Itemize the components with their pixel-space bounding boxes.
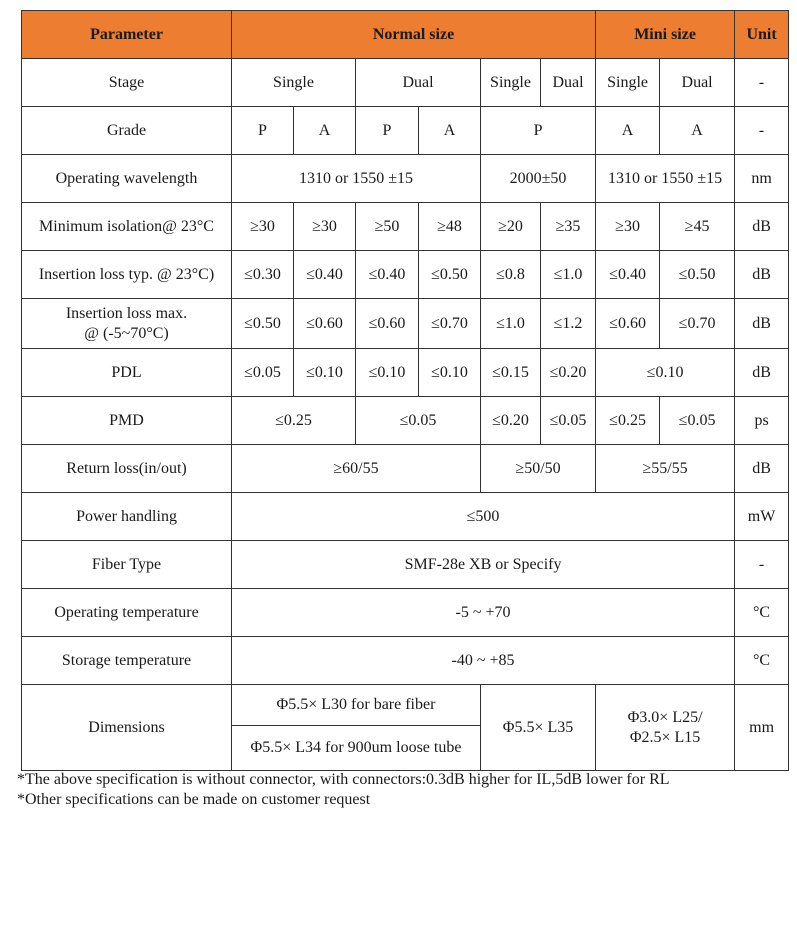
cell: ≤0.10 [419, 349, 481, 397]
row-label: Power handling [22, 493, 232, 541]
row-label: Dimensions [22, 685, 232, 771]
cell: ≤0.05 [232, 349, 294, 397]
cell: ≤0.40 [294, 251, 356, 299]
row-isolation [22, 203, 789, 251]
row-label: Fiber Type [22, 541, 232, 589]
cell: ≤500 [232, 493, 735, 541]
cell: A [596, 107, 660, 155]
cell: ≥30 [232, 203, 294, 251]
cell: SMF-28e XB or Specify [232, 541, 735, 589]
cell: Single [481, 59, 541, 107]
unit-cell: ps [735, 397, 789, 445]
dimension-line-2: Φ2.5× L15 [629, 728, 701, 746]
row-storage-temperature [22, 637, 789, 685]
cell: ≤1.2 [541, 299, 596, 349]
header-unit: Unit [735, 11, 789, 59]
row-pmd [22, 397, 789, 445]
cell: ≥30 [596, 203, 660, 251]
cell: ≤0.50 [660, 251, 735, 299]
cell: ≥48 [419, 203, 481, 251]
cell: ≤0.20 [541, 349, 596, 397]
cell: A [660, 107, 735, 155]
cell: 1310 or 1550 ±15 [596, 155, 735, 203]
cell: P [481, 107, 596, 155]
unit-cell: dB [735, 349, 789, 397]
cell [596, 685, 735, 771]
row-insertion-loss-typ [22, 251, 789, 299]
cell: A [419, 107, 481, 155]
cell: A [294, 107, 356, 155]
cell: ≤0.70 [660, 299, 735, 349]
row-grade [22, 107, 789, 155]
unit-cell: dB [735, 445, 789, 493]
row-power-handling [22, 493, 789, 541]
row-label-line-1: Insertion loss max. [65, 304, 188, 322]
specification-table [21, 10, 789, 771]
row-label: Insertion loss typ. @ 23°C) [22, 251, 232, 299]
cell: ≤0.25 [232, 397, 356, 445]
cell: ≤0.10 [356, 349, 419, 397]
cell: Dual [356, 59, 481, 107]
cell: ≥45 [660, 203, 735, 251]
cell: ≤0.60 [294, 299, 356, 349]
dimension-line-1: Φ3.0× L25/ [627, 708, 703, 726]
unit-cell: dB [735, 299, 789, 349]
cell: Dual [660, 59, 735, 107]
cell: Dual [541, 59, 596, 107]
unit-cell: °C [735, 589, 789, 637]
row-label: Grade [22, 107, 232, 155]
footnotes [17, 770, 670, 810]
cell: ≤0.60 [596, 299, 660, 349]
footnote-custom: *Other specifications can be made on customer request [17, 791, 371, 808]
row-label: Operating temperature [22, 589, 232, 637]
cell: Φ5.5× L30 for bare fiber [232, 685, 481, 726]
cell: ≥35 [541, 203, 596, 251]
unit-cell: mW [735, 493, 789, 541]
row-label: Stage [22, 59, 232, 107]
cell: Single [596, 59, 660, 107]
row-label: PMD [22, 397, 232, 445]
cell: ≤0.05 [356, 397, 481, 445]
footnote-connector: *The above specification is without connector, with connectors:0.3dB higher for IL,5dB lower for RL [17, 771, 670, 788]
row-operating-temperature [22, 589, 789, 637]
cell: ≤0.70 [419, 299, 481, 349]
unit-cell: - [735, 541, 789, 589]
cell: ≤0.8 [481, 251, 541, 299]
row-insertion-loss-max [22, 299, 789, 349]
cell: P [232, 107, 294, 155]
cell: ≤0.60 [356, 299, 419, 349]
cell: ≤0.10 [294, 349, 356, 397]
cell: ≥30 [294, 203, 356, 251]
row-label: Operating wavelength [22, 155, 232, 203]
header-parameter: Parameter [22, 11, 232, 59]
cell: ≤0.20 [481, 397, 541, 445]
cell: Single [232, 59, 356, 107]
cell: ≤0.05 [541, 397, 596, 445]
cell: ≤0.15 [481, 349, 541, 397]
unit-cell: mm [735, 685, 789, 771]
row-pdl [22, 349, 789, 397]
cell: ≥50/50 [481, 445, 596, 493]
row-dimensions [22, 685, 789, 726]
cell: ≤1.0 [541, 251, 596, 299]
row-label: PDL [22, 349, 232, 397]
unit-cell: - [735, 107, 789, 155]
cell: ≥60/55 [232, 445, 481, 493]
cell: P [356, 107, 419, 155]
header-mini-size: Mini size [596, 11, 735, 59]
row-label-line-2: @ (-5~70°C) [84, 324, 169, 342]
row-return-loss [22, 445, 789, 493]
row-label: Minimum isolation@ 23°C [22, 203, 232, 251]
cell: ≤0.50 [419, 251, 481, 299]
cell: ≥50 [356, 203, 419, 251]
cell: -5 ~ +70 [232, 589, 735, 637]
cell: ≤0.30 [232, 251, 294, 299]
cell: ≥55/55 [596, 445, 735, 493]
cell: ≤0.05 [660, 397, 735, 445]
row-stage [22, 59, 789, 107]
row-label: Storage temperature [22, 637, 232, 685]
row-label: Return loss(in/out) [22, 445, 232, 493]
cell: ≤0.25 [596, 397, 660, 445]
cell: 1310 or 1550 ±15 [232, 155, 481, 203]
cell: ≤0.40 [596, 251, 660, 299]
unit-cell: °C [735, 637, 789, 685]
unit-cell: dB [735, 251, 789, 299]
unit-cell: dB [735, 203, 789, 251]
cell: Φ5.5× L35 [481, 685, 596, 771]
cell: ≤0.40 [356, 251, 419, 299]
header-normal-size: Normal size [232, 11, 596, 59]
cell: 2000±50 [481, 155, 596, 203]
unit-cell: - [735, 59, 789, 107]
row-label [22, 299, 232, 349]
cell: ≤0.50 [232, 299, 294, 349]
cell: ≤0.10 [596, 349, 735, 397]
row-wavelength [22, 155, 789, 203]
unit-cell: nm [735, 155, 789, 203]
cell: ≥20 [481, 203, 541, 251]
header-row [22, 11, 789, 59]
cell: Φ5.5× L34 for 900um loose tube [232, 726, 481, 771]
cell: -40 ~ +85 [232, 637, 735, 685]
row-fiber-type [22, 541, 789, 589]
cell: ≤1.0 [481, 299, 541, 349]
